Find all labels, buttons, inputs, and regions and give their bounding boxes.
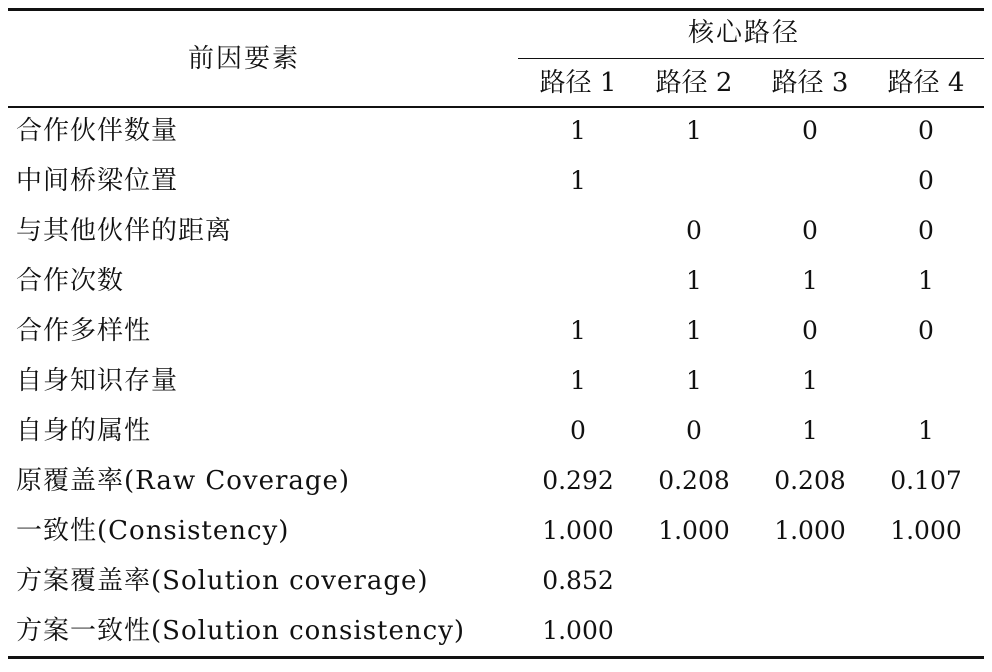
table-cell: 0 xyxy=(918,216,934,245)
table-cell: 0 xyxy=(918,166,934,195)
table-cell: 1 xyxy=(570,316,586,345)
table-bottom-rule xyxy=(8,656,984,659)
row-label: 方案覆盖率(Solution coverage) xyxy=(16,566,429,596)
table-cell: 1 xyxy=(802,266,818,295)
row-label: 合作多样性 xyxy=(16,316,152,346)
table-cell: 0 xyxy=(802,316,818,345)
table-cell: 0 xyxy=(686,416,702,445)
table-cell: 1 xyxy=(570,366,586,395)
table-cell: 1.000 xyxy=(658,516,730,545)
path-header-2: 路径 2 xyxy=(655,68,733,98)
table-cell: 1 xyxy=(570,116,586,145)
table-cell: 0 xyxy=(686,216,702,245)
row-label: 自身的属性 xyxy=(16,416,152,446)
table-cell: 1 xyxy=(802,366,818,395)
table-top-rule xyxy=(8,8,984,11)
table-cell: 1 xyxy=(686,366,702,395)
table-cell: 1 xyxy=(918,416,934,445)
row-label: 合作伙伴数量 xyxy=(16,116,179,146)
table-cell: 0 xyxy=(802,116,818,145)
table-cell: 1.000 xyxy=(542,516,614,545)
row-label: 与其他伙伴的距离 xyxy=(16,216,233,246)
table-cell: 0.208 xyxy=(658,466,730,495)
row-label: 合作次数 xyxy=(16,266,125,296)
row-label: 中间桥梁位置 xyxy=(16,166,179,196)
table-cell: 0.852 xyxy=(542,566,614,595)
path-header-3: 路径 3 xyxy=(771,68,849,98)
row-label: 方案一致性(Solution consistency) xyxy=(16,616,466,646)
table-cell: 1 xyxy=(802,416,818,445)
table-cell: 1.000 xyxy=(774,516,846,545)
table-cell: 1 xyxy=(686,316,702,345)
table-cell: 1.000 xyxy=(542,616,614,645)
table-cell: 0.208 xyxy=(774,466,846,495)
table-cell: 1.000 xyxy=(890,516,962,545)
row-label: 一致性(Consistency) xyxy=(16,516,290,546)
table-cell: 1 xyxy=(686,266,702,295)
table-cell: 0 xyxy=(570,416,586,445)
table-cell: 0.292 xyxy=(542,466,614,495)
factor-column-header: 前因要素 xyxy=(188,44,301,74)
table-cell: 1 xyxy=(686,116,702,145)
group-header-rule xyxy=(518,58,984,59)
row-label: 自身知识存量 xyxy=(16,366,179,396)
table-cell: 0.107 xyxy=(890,466,962,495)
table-cell: 0 xyxy=(918,116,934,145)
path-header-4: 路径 4 xyxy=(887,68,965,98)
core-path-group-header: 核心路径 xyxy=(688,18,801,48)
table-cell: 0 xyxy=(918,316,934,345)
table-cell: 1 xyxy=(570,166,586,195)
table-cell: 1 xyxy=(918,266,934,295)
table-cell: 0 xyxy=(802,216,818,245)
header-bottom-rule xyxy=(8,106,984,108)
row-label: 原覆盖率(Raw Coverage) xyxy=(16,466,351,496)
path-header-1: 路径 1 xyxy=(539,68,617,98)
